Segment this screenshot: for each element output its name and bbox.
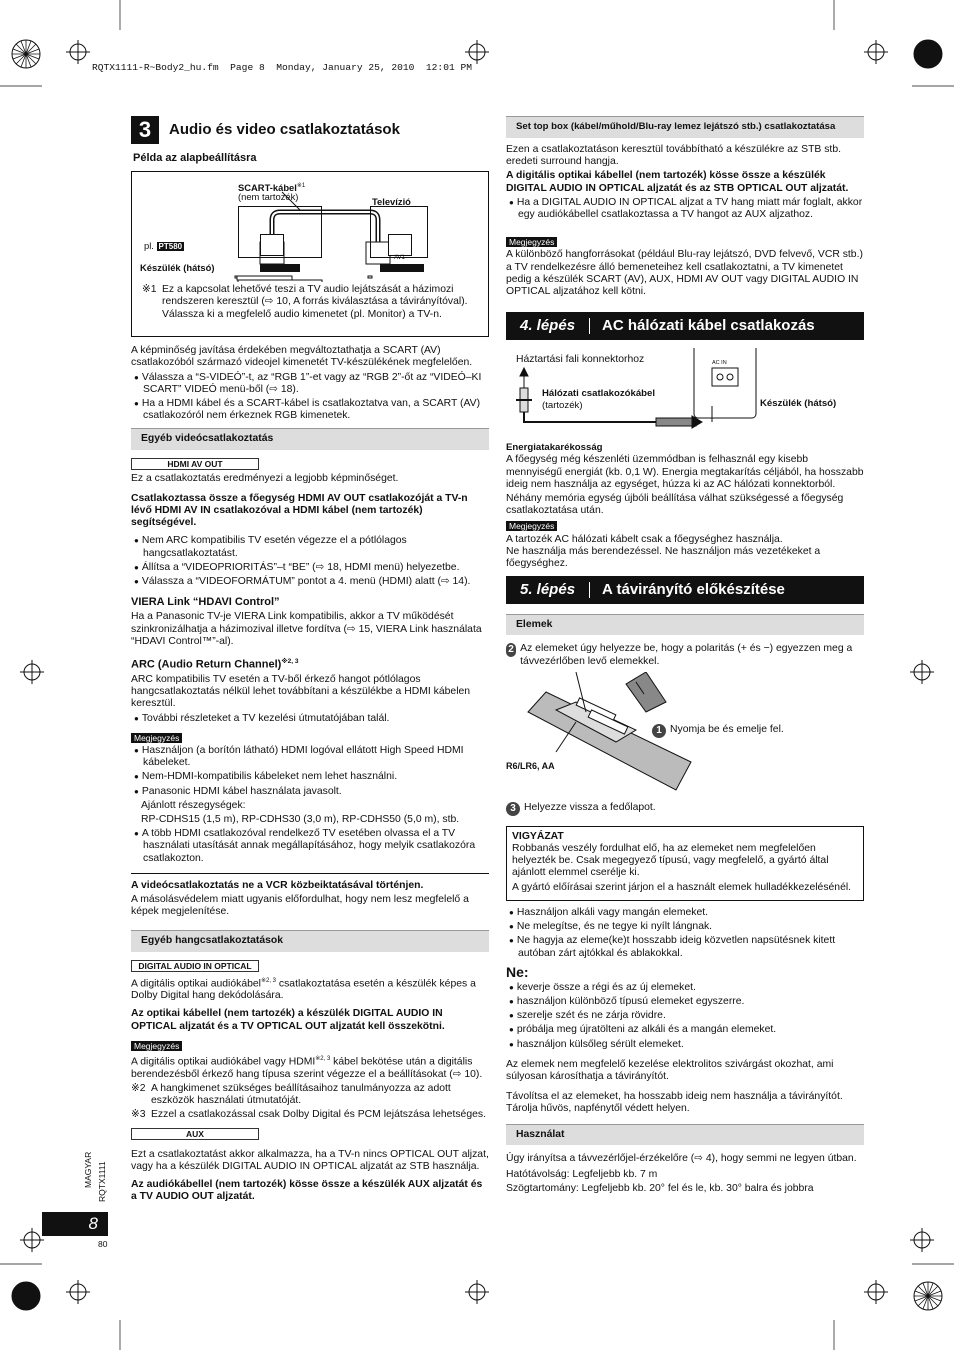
list-item: ● Válassza a “VIDEOFORMÁTUM” pontot a 4. menü (HDMI) alatt (⇨ 14).	[131, 576, 489, 588]
caution-title: VIGYÁZAT	[512, 830, 564, 842]
tv-port-label: AV1	[394, 255, 405, 262]
step-4-heading: 4. lépés AC hálózati kábel csatlakozás	[506, 312, 864, 340]
footer-lang: MAGYAR	[83, 1151, 93, 1188]
list-item: ● használjon különböző típusú elemeket egyszerre.	[506, 996, 864, 1008]
file-header: RQTX1111-R~Body2_hu.fm Page 8 Monday, January 25, 2010 12:01 PM	[92, 62, 472, 73]
remove-text: Távolítsa el az elemeket, ha hosszabb ideig nem használja a távirányítót. Tárolja hűvös, napfénytől védett helyen.	[506, 1091, 843, 1115]
batteries-bar: Elemek	[506, 614, 864, 635]
model-badge: PT580	[158, 242, 183, 252]
cable-label: Hálózati csatlakozókábel	[542, 388, 656, 400]
usage-angle: Szögtartomány: Legfeljebb kb. 20° fel és le, kb. 30° balra és jobbra	[506, 1183, 814, 1195]
ne-title: Ne:	[506, 963, 529, 980]
energy-text: A főegység még készenléti üzemmódban is felhasznál egy kisebb mennyiségű energiát (kb. 0,1 W). Energia megtakarítás céljából, ha hosszabb ideig nem használja az egységet, húzza ki az AC hálózati konnektorból.	[506, 454, 864, 490]
list-item: ● Ne melegítse, és ne tegye ki nyílt lángnak.	[506, 921, 864, 933]
list-item: ● Ha a HDMI kábel és a SCART-kábel is csatlakoztatva van, a SCART (AV) csatlakozóról nem érkeznek RGB kimenetek.	[131, 398, 489, 422]
stb-p1: Ezen a csatlakoztatáson keresztül továbbítható a készülékre az STB stb. eredeti surround hangja.	[506, 144, 841, 168]
video-instruction: Csatlakoztassa össze a főegység HDMI AV OUT csatlakozóját a TV-n lévő HDMI AV IN csatlakozóval a HDMI kábel (nem tartozék) segítségével.	[131, 492, 468, 529]
aux-instruction: Az audiókábellel (nem tartozék) kösse össze a készülék AUX aljzatát és a TV AUDIO OUT aljzatát.	[131, 1178, 483, 1203]
list-item: ● Ha a DIGITAL AUDIO IN OPTICAL aljzat a TV hang miatt már foglalt, akkor egy audiókábellel csatlakoztassa a TV hangot az AUX aljzathoz.	[506, 197, 864, 221]
ac-note-2: Ne használja más berendezéssel. Ne használjon más vezetékeket a főegységhez.	[506, 545, 821, 570]
cables-list: RP-CDHS15 (1,5 m), RP-CDHS30 (3,0 m), RP-CDHS50 (5,0 m), stb.	[141, 813, 460, 825]
note-tag: Megjegyzés	[131, 733, 182, 743]
list-item: ● Panasonic HDMI kábel használata javasolt.	[131, 786, 489, 798]
page-number-small: 80	[98, 1239, 108, 1249]
page-number-box: 8	[42, 1212, 108, 1236]
battery-step-2: 2 Az elemeket úgy helyezze be, hogy a polaritás (+ és −) egyezzen meg a távvezérlőben levő elemekkel.	[506, 643, 864, 667]
diagram-footnote: ※1 Ez a kapcsolat lehetővé teszi a TV audio lejátszását a házimozi rendszeren keresztül (⇨ 10, A forrás kiválasztása a távirányítóval). Válassza ki a megfelelő audio kimenetet (pl. Monitor) a TV-n.	[142, 284, 468, 320]
arc-title: ARC (Audio Return Channel)$^{※2, 3}$	[131, 658, 299, 671]
stb-note: A különböző hangforrásokat (például Blu-ray lejátszó, DVD felvevő, VCR stb.) a TV rendelkezésre álló bemeneteihez kell csatlakoztatni, a TV kimenetet pedig a készülék SCART (AV), AUX, HDMI AV OUT vagy DIGITAL AUDIO IN OPTICAL aljzatához kell kötni.	[506, 249, 863, 298]
viera-text: Ha a Panasonic TV-je VIERA Link kompatibilis, akkor a TV működését szinkronizálhatja a házimozival illetve fordítva (⇨ 15, VIERA Link használata “HDAVI Control™”-al).	[131, 611, 482, 647]
list-item: ● próbálja meg újratölteni az alkáli és a mangán elemeket.	[506, 1024, 864, 1036]
battery-step-1: 1 Nyomja be és emelje fel.	[652, 724, 784, 738]
footnote-2: ※2 A hangkimenet szükséges beállításaihoz tanulmányozza az adott eszközök használati útmutatóját.	[131, 1082, 451, 1107]
hdmi-av-out-label: HDMI AV OUT	[131, 458, 259, 470]
audio-note: A digitális optikai audiókábel vagy HDMI$^{※2, 3}$ kábel bekötése után a digitális berendezésből érkező hang típusa szerint végezze el a beállításokat (⇨ 10).	[131, 1056, 483, 1080]
list-item: ● Állítsa a “VIDEOPRIORITÁS”–t “BE” (⇨ 18, HDMI menü) helyezetbe.	[131, 562, 489, 574]
aux-label: AUX	[131, 1128, 259, 1140]
list-item: ● Válassza a “S-VIDEÓ”-t, az “RGB 1”-et vagy az “RGB 2”-őt az “VIDEÓ–KI SCART” VIDEÓ menü-ből (⇨ 18).	[131, 372, 489, 396]
example-title: Példa az alapbeállításra	[133, 152, 257, 164]
footnote-3: ※3 Ezzel a csatlakozással csak Dolby Digital és PCM lejátszása lehetséges.	[131, 1109, 486, 1121]
aux-text: Ezt a csatlakoztatást akkor alkalmazza, ha a TV-n nincs OPTICAL OUT aljzat, vagy ha a készülék DIGITAL AUDIO IN OPTICAL aljzatát az STB használja.	[131, 1148, 489, 1172]
vcr-warning: A videócsatlakoztatás ne a VCR közbeiktatásával történjen.	[131, 879, 424, 891]
note-tag: Megjegyzés	[506, 521, 557, 531]
energy-title: Energiatakarékosság	[506, 442, 603, 454]
tv-scart-plug	[388, 234, 412, 256]
stb-instruction: A digitális optikai kábellel (nem tartozék) kösse össze a készülék DIGITAL AUDIO IN OPTICAL aljzatát és az STB OPTICAL OUT aljzatát.	[506, 170, 849, 194]
pl-label: pl. PT580	[144, 240, 183, 252]
note-tag: Megjegyzés	[131, 1041, 182, 1051]
caution-text: Robbanás veszély fordulhat elő, ha az elemeket nem megfelelően helyezték be. Csak megegyező típusú, vagy megfelelő, a gyártó által ajánlott elemmel cserélje ki.	[512, 843, 829, 879]
cable-sub: (tartozék)	[542, 400, 583, 412]
scart-label: SCART-kábel$^{※1}$	[238, 182, 306, 194]
battery-step-3: 3 Helyezze vissza a fedőlapot.	[506, 802, 864, 816]
section-number: 3	[131, 116, 159, 144]
vcr-text: A másolásvédelem miatt ugyanis előfordulhat, hogy nem lesz megfelelő a képek megjelenítése.	[131, 893, 469, 918]
ac-in-label: AC IN	[712, 360, 727, 367]
scart-sub: (nem tartozék)	[238, 191, 299, 203]
caution-box	[506, 826, 864, 901]
tv-label: Televízió	[372, 196, 411, 208]
audio-p1: A digitális optikai audiókábel$^{※2, 3}$ csatlakoztatása esetén a készülék képes a Dolby Digital hang dekódolására.	[131, 977, 476, 1002]
list-item: ● használjon külsőleg sérült elemeket.	[506, 1039, 864, 1051]
intro-text: A képminőség javítása érdekében megváltoztathatja a SCART (AV) csatlakozóból származó videojel kimenetét TV-készülékének megfelelően.	[131, 345, 473, 369]
list-item: ● Nem ARC kompatibilis TV esetén végezze el a pótlólagos hangcsatlakoztatást.	[131, 535, 489, 559]
remote-illustration	[506, 672, 864, 802]
arc-text: ARC kompatibilis TV esetén a TV-ből érkező hangot pótlólagos hangcsatlakoztatás nélkül lehet továbbítani a készülékbe a HDMI kábelen keresztül.	[131, 673, 471, 710]
note-tag: Megjegyzés	[506, 237, 557, 247]
caution-text-2: A gyártó előírásai szerint járjon el a használt elemek hulladékkezelésénél.	[512, 881, 852, 893]
unit-scart-port	[260, 264, 300, 272]
cables-title: Ajánlott részegységek:	[141, 799, 246, 811]
list-item: ● Nem-HDMI-kompatibilis kábeleket nem lehet használni.	[131, 771, 489, 783]
stb-subsection-bar: Set top box (kábel/műhold/Blu-ray lemez lejátszó stb.) csatlakoztatása	[506, 116, 864, 138]
usage-range: Hatótávolság: Legfeljebb kb. 7 m	[506, 1168, 658, 1180]
ac-diagram	[506, 348, 864, 438]
video-p1: Ez a csatlakoztatás eredményezi a legjobb képminőséget.	[131, 472, 399, 484]
left-column	[131, 116, 489, 1205]
audio-instruction: Az optikai kábellel (nem tartozék) a készülék DIGITAL AUDIO IN OPTICAL aljzatát és a TV OPTICAL OUT aljzatát kell összekötni.	[131, 1008, 445, 1032]
viera-title: VIERA Link “HDAVI Control”	[131, 596, 280, 609]
unit-rear-label: Készülék (hátsó)	[760, 398, 837, 410]
right-column	[506, 116, 864, 1197]
section-3-heading	[131, 116, 489, 144]
list-item: ● A több HDMI csatlakozóval rendelkező TV esetében olvassa el a TV használati utasítását annak megállapításához, hogy melyik csatlakozóra csatlakozton.	[131, 828, 489, 865]
list-item: ● Ne hagyja az eleme(ke)t hosszabb ideig közvetlen napsütésnek kitett autóban zárt ajtókkal és ablakokkal.	[506, 935, 864, 959]
footer-code: RQTX1111	[97, 1161, 107, 1202]
ac-note-1: A tartozék AC hálózati kábelt csak a főegységhez használja.	[506, 533, 783, 545]
list-item: ● keverje össze a régi és az új elemeket.	[506, 982, 864, 994]
outlet-label: Háztartási fali konnektorhoz	[516, 354, 645, 366]
unit-scart-plug	[260, 234, 284, 256]
video-subsection-bar: Egyéb videócsatlakoztatás	[131, 428, 489, 449]
energy-text-2: Néhány memória egység újbóli beállítása válhat szükségessé a főegység csatlakoztatása után.	[506, 493, 844, 517]
digital-audio-label: DIGITAL AUDIO IN OPTICAL	[131, 960, 259, 972]
battery-type-label: R6/LR6, AA	[506, 760, 555, 771]
unit-label: Készülék (hátsó)	[140, 262, 215, 274]
list-item: ● Használjon (a borítón látható) HDMI logóval ellátott High Speed HDMI kábeleket.	[131, 745, 489, 769]
tv-scart-port	[380, 264, 424, 272]
usage-bar: Használat	[506, 1124, 864, 1145]
list-item: ● További részleteket a TV kezelési útmutatójában talál.	[131, 713, 489, 725]
list-item: ● Használjon alkáli vagy mangán elemeket.	[506, 907, 864, 919]
connection-diagram	[131, 171, 489, 337]
step-5-heading: 5. lépés A távirányító előkészítése	[506, 576, 864, 604]
usage-text: Úgy irányítsa a távvezérlőjel-érzékelőre (⇨ 4), hogy semmi ne legyen útban.	[506, 1152, 857, 1164]
list-item: ● szerelje szét és ne zárja rövidre.	[506, 1010, 864, 1022]
leak-text: Az elemek nem megfelelő kezelése elektrolitos szivárgást okozhat, ami súlyosan károsíthatja a távirányítót.	[506, 1058, 834, 1082]
section-title: Audio és video csatlakoztatások	[169, 120, 400, 138]
audio-subsection-bar: Egyéb hangcsatlakoztatások	[131, 930, 489, 951]
